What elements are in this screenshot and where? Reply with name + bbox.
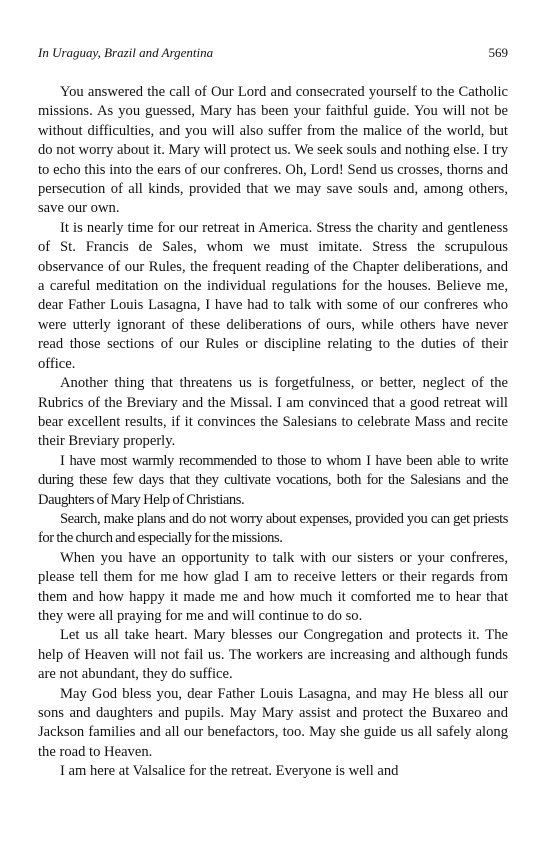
running-head — [38, 44, 508, 62]
page-number: 569 — [488, 45, 508, 60]
paragraph: I have most warmly recommended to those to whom I have been able to write during these few days that they cultivate vocations, both for the Salesians and the Daughters of Mary Help of Christians. — [38, 452, 508, 508]
paragraph: You answered the call of Our Lord and consecrated yourself to the Catholic missions. As you guessed, Mary has been your faithful guide. You will not be without difficulties, and you will also suffer from the malice of the world, but do not worry about it. Mary will protect us. We seek souls and nothing else. I try to echo this into the ears of our confreres. Oh, Lord! Send us crosses, thorns and persecution of all kinds, provided that we may save souls and, among others, save our own. — [38, 84, 508, 217]
paragraph: Another thing that threatens us is forgetfulness, or better, neglect of the Rubrics of the Breviary and the Missal. I am convinced that a good retreat will bear excellent results, if it convinces the Salesians to celebrate Mass and recite their Breviary properly. — [38, 375, 508, 450]
paragraph: It is nearly time for our retreat in America. Stress the charity and gentleness of St. Francis de Sales, whom we must imitate. Stress the scrupulous observance of our Rules, the frequent reading of the Chapter deliberations, and a careful meditation on the individual regulations for the houses. Believe me, dear Father Louis Lasagna, I have had to talk with some of our confreres who were utterly ignorant of these deliberations of ours, while others have never read those sections of our Rules or discipline relating to the duties of their office. — [38, 219, 508, 372]
paragraph: Let us all take heart. Mary blesses our Congregation and protects it. The help of Heaven will not fail us. The workers are increasing and although funds are not abundant, they do suffice. — [38, 627, 508, 683]
body-text — [38, 83, 508, 782]
running-title: In Uraguay, Brazil and Argentina — [38, 45, 214, 60]
paragraph: May God bless you, dear Father Louis Lasagna, and may He bless all our sons and daughters and pupils. May Mary assist and protect the Buxareo and Jackson families and all our benefactors, too. May she guide us all safely along the road to Heaven. — [38, 685, 508, 760]
book-page — [38, 44, 508, 782]
paragraph: Search, make plans and do not worry about expenses, provided you can get priests for the church and especially for the missions. — [38, 510, 508, 547]
paragraph: I am here at Valsalice for the retreat. Everyone is well and — [60, 763, 399, 780]
paragraph: When you have an opportunity to talk with our sisters or your confreres, please tell them for me how glad I am to receive letters or their regards from them and how happy it made me and how much it comforted me to hear that they were all praying for me and will continue to do so. — [38, 549, 508, 624]
